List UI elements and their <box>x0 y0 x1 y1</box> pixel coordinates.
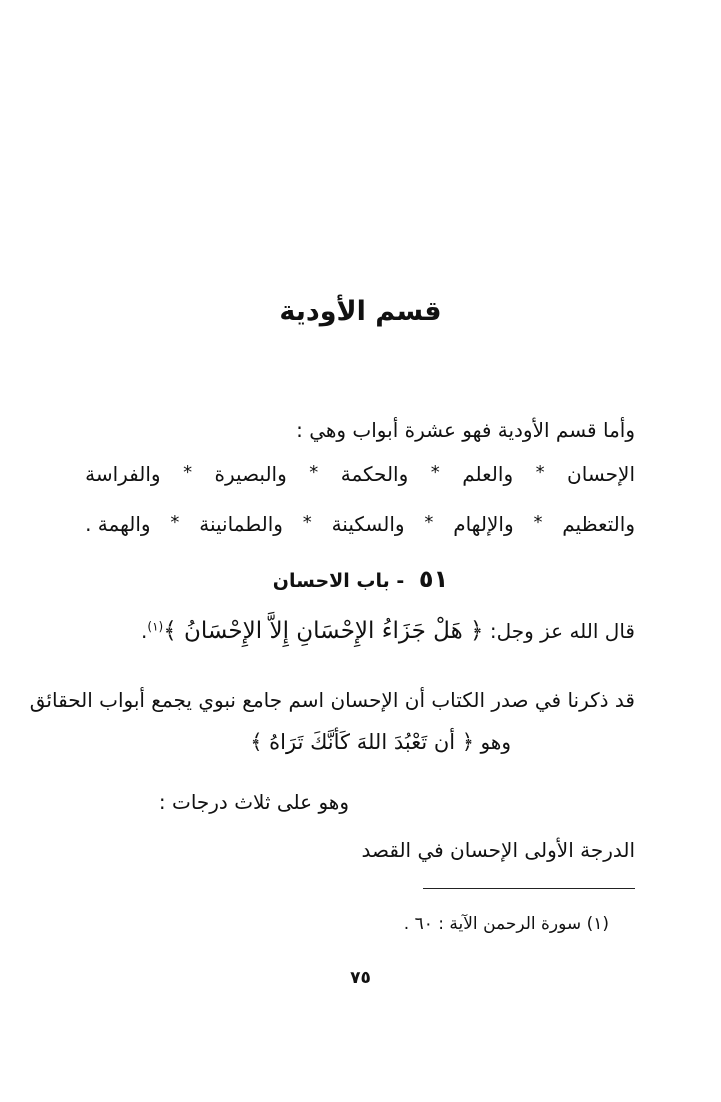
intro-text: وأما قسم الأودية فهو عشرة أبواب وهي : <box>296 418 635 442</box>
paragraph-line-1: قد ذكرنا في صدر الكتاب أن الإحسان اسم جامع نبوي يجمع أبواب الحقائق <box>29 688 635 712</box>
quran-intro: قال الله عز وجل: <box>489 619 635 643</box>
virtue-item: والفراسة <box>85 462 161 486</box>
footnote-reference: (١) <box>147 619 164 634</box>
virtue-item: الإحسان <box>567 462 635 486</box>
paragraph-line-2 <box>250 730 511 754</box>
quran-quote-line <box>141 618 635 644</box>
star-separator: * <box>430 462 440 483</box>
star-separator: * <box>533 512 543 533</box>
virtues-row-1 <box>85 462 635 486</box>
degrees-intro: وهو على ثلاث درجات : <box>158 790 349 814</box>
section-title: قسم الأودية <box>279 296 442 327</box>
star-separator: * <box>424 512 434 533</box>
virtue-item: والإلهام <box>453 512 514 536</box>
footnote-divider <box>423 888 635 889</box>
virtues-row-2 <box>85 512 635 536</box>
star-separator: * <box>170 512 180 533</box>
virtue-item: والتعظيم <box>562 512 635 536</box>
star-separator: * <box>302 512 312 533</box>
quran-verse: ﴿ هَلْ جَزَاءُ الإِحْسَانِ إِلاَّ الإِحْسَانُ ﴾ <box>163 618 484 644</box>
footnote: (١) سورة الرحمن الآية : ٦٠ . <box>403 914 609 934</box>
page-number: ٧٥ <box>350 968 371 988</box>
virtue-item: والبصيرة <box>214 462 287 486</box>
chapter-title: باب الاحسان <box>272 570 390 592</box>
virtue-item: والعلم <box>462 462 514 486</box>
hadith-quote: ﴿ أن تَعْبُدَ اللهَ كَأنَّكَ تَرَاهُ ﴾ <box>250 730 475 754</box>
paragraph-lead: وهو <box>480 730 511 754</box>
star-separator: * <box>535 462 545 483</box>
virtue-item: والطمانينة <box>199 512 283 536</box>
virtue-item: والهمة . <box>85 512 151 536</box>
virtue-item: والحكمة <box>340 462 409 486</box>
chapter-dash: - <box>396 570 405 592</box>
quran-end: . <box>141 619 148 643</box>
first-degree: الدرجة الأولى الإحسان في القصد <box>361 838 635 862</box>
star-separator: * <box>183 462 193 483</box>
virtue-item: والسكينة <box>331 512 405 536</box>
star-separator: * <box>309 462 319 483</box>
chapter-heading <box>0 565 721 593</box>
chapter-number: ٥١ <box>418 565 449 593</box>
